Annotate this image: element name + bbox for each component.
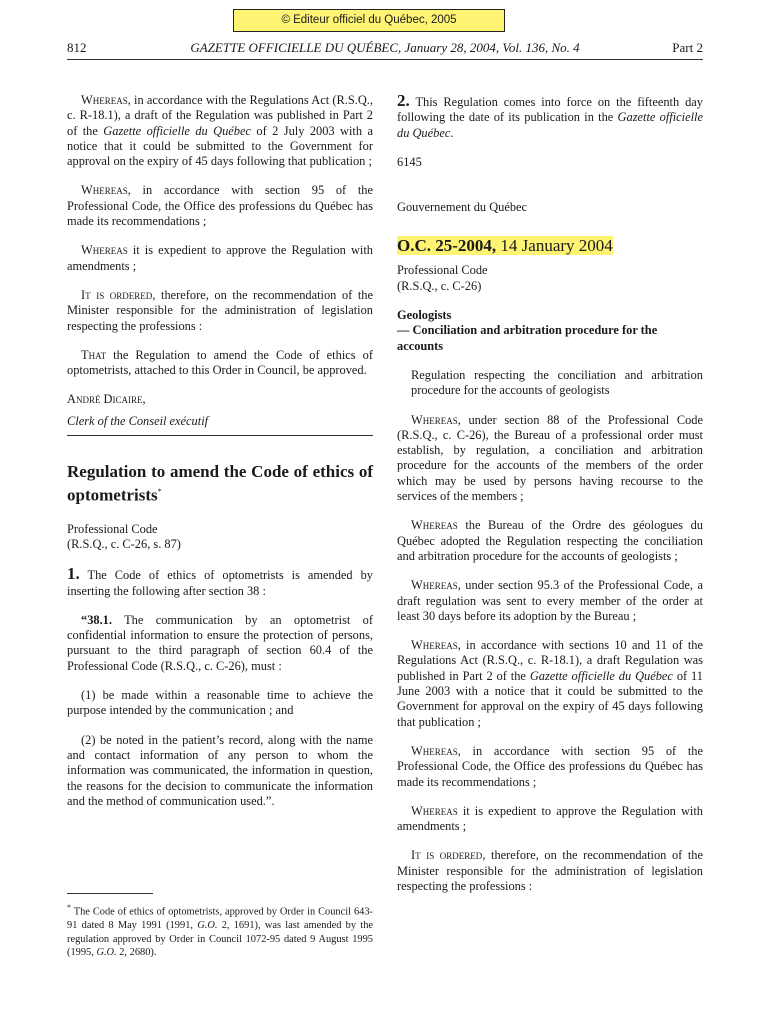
lead-word: That (81, 347, 107, 362)
text: , therefore, on the recommendation of the Minister responsible for the administration of legislation respecting the professions : (397, 848, 703, 893)
left-column (67, 93, 373, 823)
gazette-name: Gazette officielle du Québec (397, 110, 703, 140)
order-number: O.C. 25-2004, (397, 236, 497, 256)
signatory-title: Clerk of the Conseil exécutif (67, 413, 209, 428)
section-divider (67, 435, 373, 436)
page-header (67, 40, 703, 58)
lead-word: Whereas (411, 803, 458, 818)
code-reference: (R.S.Q., c. C-26) (397, 278, 482, 293)
text: of 11 June 2003 with a notice that it could be submitted to the Government for approval on the expiry of 45 days following that publication ; (397, 668, 703, 729)
header-rule (67, 59, 703, 60)
whereas-paragraph (67, 183, 373, 229)
lead-word: Whereas (411, 412, 458, 427)
text: , in accordance with the Regulations Act (R.S.Q., c. R-18.1), a draft of the Regulation was published in Part 2 of the (67, 93, 373, 138)
whereas-paragraph (67, 93, 373, 169)
order-in-council-highlight (397, 236, 613, 255)
text: , under section 88 of the Professional Code (R.S.Q., c. C-26), the Bureau of a professional order must establish, by regulation, a conciliation and arbitration procedure for the accounts of the members of the order which may be used by persons having recourse to the services of the members ; (397, 412, 703, 504)
gazette-title: GAZETTE OFFICIELLE DU QUÉBEC, January 28, 2004, Vol. 136, No. 4 (190, 40, 580, 55)
whereas-paragraph (67, 243, 373, 274)
section-38-1 (67, 613, 373, 674)
section-1 (67, 566, 373, 599)
code-name: Professional Code (397, 263, 488, 278)
lead-word: Whereas (411, 743, 458, 758)
code-reference: (R.S.Q., c. C-26, s. 87) (67, 537, 181, 551)
list-item: (2) be noted in the patient’s record, along with the name and contact information of any person to whom the information was communicated, the information in question, the reasons for the decision to communicate the information and the method of communication used.”. (67, 732, 373, 808)
lead-word: Whereas (81, 243, 128, 258)
text: , in accordance with section 95 of the Professional Code, the Office des professions du Québec has made its recommendations ; (67, 183, 373, 229)
text: 2, 1691), was last amended by the regulation approved by Order in Council 1072-95 dated 9 August 1995 (1995, (67, 920, 373, 959)
enabling-statute (397, 263, 703, 294)
copyright-banner: © Editeur officiel du Québec, 2005 (233, 9, 505, 32)
government-label: Gouvernement du Québec (397, 200, 528, 215)
lead-word: Whereas (411, 638, 458, 653)
signatory-name: André Dicaire, (67, 392, 146, 407)
text: , in accordance with section 95 of the Professional Code, the Office des professions du Québec has made its recommendations ; (397, 743, 703, 789)
order-date: 14 January 2004 (496, 236, 613, 256)
regulation-name: Regulation respecting the conciliation and arbitration procedure for the accounts of geologists (411, 367, 703, 398)
whereas-paragraph (397, 804, 703, 835)
whereas-paragraph (397, 578, 703, 624)
text: The communication by an optometrist of confidential information to ensure the protection of persons, pursuant to the third paragraph of section 60.4 of the Professional Code (R.S.Q., c. C-26), must : (67, 612, 373, 673)
footnote (67, 901, 373, 960)
text: the Regulation to amend the Code of ethics of optometrists, attached to this Order in Council, be approved. (67, 347, 373, 378)
lead-word: Whereas (411, 578, 458, 593)
text: it is expedient to approve the Regulation with amendments ; (67, 243, 373, 273)
section-number: 2. (397, 91, 410, 110)
ordered-paragraph (67, 288, 373, 334)
ordered-paragraph (397, 848, 703, 894)
that-paragraph (67, 348, 373, 379)
gazette-name: Gazette officielle du Québec (103, 123, 251, 138)
whereas-paragraph (397, 518, 703, 564)
footnote-divider (67, 893, 153, 894)
text: , therefore, on the recommendation of the Minister responsible for the administration of legislation respecting the professions : (67, 287, 373, 333)
section-number: 1. (67, 564, 80, 584)
text: , in accordance with sections 10 and 11 of the Regulations Act (R.S.Q., c. R-18.1), a draft Regulation was published in Part 2 of the (397, 638, 703, 683)
whereas-paragraph (397, 638, 703, 730)
lead-word: Whereas (81, 93, 128, 107)
footnote-marker: * (67, 903, 71, 912)
section-2 (397, 93, 703, 141)
text: of 2 July 2003 with a notice that it could be submitted to the Government for approval on the expiry of 45 days following that publication ; (67, 123, 373, 169)
text: 2, 2680). (116, 947, 157, 959)
gazette-name: Gazette officielle du Québec (529, 668, 673, 683)
order-in-council-heading (397, 235, 703, 257)
regulation-title (67, 462, 373, 506)
section-number: “38.1. (81, 612, 112, 627)
text: The Code of ethics of optometrists is amended by inserting the following after section 38 : (67, 568, 373, 598)
lead-word: It is ordered (411, 848, 483, 863)
footnote-marker: * (157, 487, 162, 497)
whereas-paragraph (397, 413, 703, 505)
reference-number: 6145 (397, 154, 422, 169)
lead-word: It is ordered (81, 287, 153, 302)
text: . (450, 125, 454, 140)
text: The Code of ethics of optometrists, approved by Order in Council 643-91 dated 8 May 1991 (1991, (67, 906, 373, 932)
whereas-paragraph (397, 744, 703, 790)
text: This Regulation comes into force on the fifteenth day following the date of its publication in the (397, 95, 703, 125)
subject-title: Geologists (397, 308, 452, 323)
subject-subtitle: — Conciliation and arbitration procedure for the accounts (397, 323, 658, 353)
regulation-title-text: Regulation to amend the Code of ethics of optometrists (67, 462, 373, 505)
code-name: Professional Code (67, 521, 158, 536)
right-column (397, 93, 703, 908)
gazette-abbrev: G.O. (96, 947, 117, 959)
lead-word: Whereas (81, 183, 128, 198)
list-item: (1) be made within a reasonable time to achieve the purpose intended by the communication ; and (67, 688, 373, 718)
text: , under section 95.3 of the Professional Code, a draft regulation was sent to every member of the order at least 30 days before its adoption by the Bureau ; (397, 578, 703, 623)
gazette-abbrev: G.O. (197, 920, 218, 932)
text: it is expedient to approve the Regulation with amendments ; (397, 803, 703, 834)
subject-heading (397, 308, 703, 354)
lead-word: Whereas (411, 518, 458, 533)
part-label: Part 2 (672, 40, 703, 55)
page-number: 812 (67, 40, 87, 55)
text: the Bureau of the Ordre des géologues du Québec adopted the Regulation respecting the conciliation and arbitration procedure for the accounts of geologists ; (397, 518, 703, 563)
enabling-statute (67, 522, 373, 553)
